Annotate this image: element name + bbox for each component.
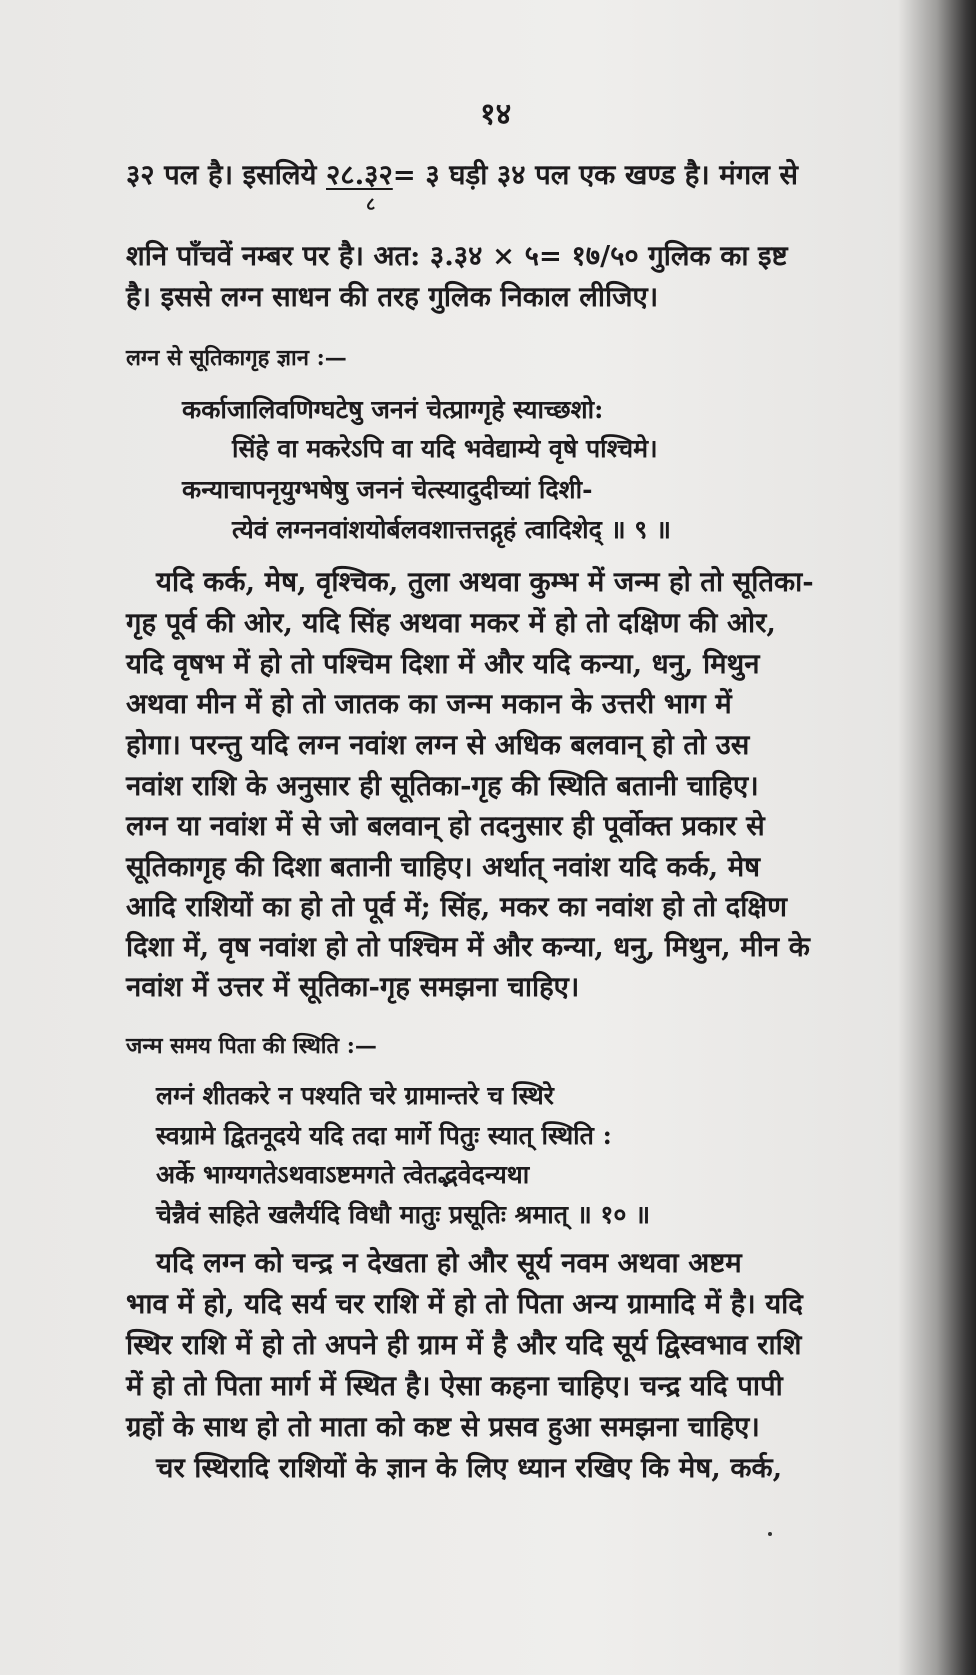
explanation-1-line-6: नवांश राशि के अनुसार ही सूतिका-गृह की स्थिति बतानी चाहिए।	[126, 770, 759, 802]
fraction-denominator: ८	[366, 194, 376, 215]
section-heading-sutikagriha: लग्न से सूतिकागृह ज्ञान :—	[126, 345, 347, 371]
verse-9-line-4: त्येवं लग्ननवांशयोर्बलवशात्तत्तद्गृहं त्वादिशेद् ॥ ९ ॥	[232, 515, 671, 544]
verse-10-line-4: चेन्नैवं सहिते खलैर्यदि विधौ मातुः प्रसूतिः श्रमात् ॥ १० ॥	[156, 1200, 651, 1229]
explanation-1-line-5: होगा। परन्तु यदि लग्न नवांश लग्न से अधिक बलवान् हो तो उस	[126, 729, 750, 761]
explanation-2-line-5: ग्रहों के साथ हो तो माता को कष्ट से प्रसव हुआ समझना चाहिए।	[126, 1411, 760, 1443]
intro-line-1-end: = ३ घड़ी ३४ पल एक खण्ड है। मंगल से	[392, 159, 799, 191]
verse-10-line-1: लग्नं शीतकरे न पश्यति चरे ग्रामान्तरे च स्थिरे	[156, 1081, 554, 1110]
explanation-1-line-9: आदि राशियों का हो तो पूर्व में; सिंह, मकर का नवांश हो तो दक्षिण	[126, 891, 787, 923]
explanation-1-line-7: लग्न या नवांश में से जो बलवान् हो तदनुसार ही पूर्वोक्त प्रकार से	[126, 810, 765, 842]
explanation-2-line-6: चर स्थिरादि राशियों के ज्ञान के लिए ध्यान रखिए कि मेष, कर्क,	[156, 1452, 783, 1484]
intro-line-3: है। इससे लग्न साधन की तरह गुलिक निकाल लीजिए।	[126, 281, 659, 313]
verse-9-line-2: सिंहे वा मकरेऽपि वा यदि भवेद्याम्ये वृषे पश्चिमे।	[232, 434, 658, 463]
verse-10-line-3: अर्के भाग्यगतेऽथवाऽष्टमगते त्वेतद्भवेदन्यथा	[156, 1160, 530, 1189]
intro-line-1	[126, 156, 799, 215]
intro-line-2: शनि पाँचवें नम्बर पर है। अत: ३.३४ × ५= १७/५० गुलिक का इष्ट	[126, 240, 788, 272]
page-number: १४	[480, 97, 512, 132]
verse-9-line-1: कर्काजालिवणिग्घटेषु जननं चेत्प्राग्गृहे स्याच्छशो:	[182, 395, 604, 424]
section-heading-father-position: जन्म समय पिता की स्थिति :—	[126, 1033, 377, 1059]
fraction-numerator: २८.३२	[326, 159, 393, 191]
fraction	[326, 156, 393, 215]
explanation-1-line-1: यदि कर्क, मेष, वृश्चिक, तुला अथवा कुम्भ में जन्म हो तो सूतिका-	[156, 566, 814, 598]
explanation-2-line-2: भाव में हो, यदि सर्य चर राशि में हो तो पिता अन्य ग्रामादि में है। यदि	[126, 1288, 803, 1320]
explanation-1-line-4: अथवा मीन में हो तो जातक का जन्म मकान के उत्तरी भाग में	[126, 688, 732, 720]
verse-10-line-2: स्वग्रामे द्वितनूदये यदि तदा मार्गे पितुः स्यात् स्थिति :	[156, 1121, 612, 1150]
explanation-1-line-10: दिशा में, वृष नवांश हो तो पश्चिम में और कन्या, धनु, मिथुन, मीन के	[126, 931, 810, 963]
explanation-2-line-1: यदि लग्न को चन्द्र न देखता हो और सूर्य नवम अथवा अष्टम	[156, 1247, 742, 1279]
explanation-1-line-8: सूतिकागृह की दिशा बतानी चाहिए। अर्थात् नवांश यदि कर्क, मेष	[126, 851, 761, 883]
verse-9-line-3: कन्याचापनृयुग्भषेषु जननं चेत्स्यादुदीच्यां दिशी-	[182, 475, 593, 504]
explanation-2-line-3: स्थिर राशि में हो तो अपने ही ग्राम में है और यदि सूर्य द्विस्वभाव राशि	[126, 1329, 802, 1361]
explanation-1-line-3: यदि वृषभ में हो तो पश्चिम दिशा में और यदि कन्या, धनु, मिथुन	[126, 648, 760, 680]
explanation-1-line-11: नवांश में उत्तर में सूतिका-गृह समझना चाहिए।	[126, 971, 580, 1003]
explanation-1-line-2: गृह पूर्व की ओर, यदि सिंह अथवा मकर में हो तो दक्षिण की ओर,	[126, 607, 776, 639]
explanation-2-line-4: में हो तो पिता मार्ग में स्थित है। ऐसा कहना चाहिए। चन्द्र यदि पापी	[126, 1370, 783, 1402]
ink-speck	[768, 1532, 772, 1536]
intro-line-1-start: ३२ पल है। इसलिये	[126, 159, 326, 191]
